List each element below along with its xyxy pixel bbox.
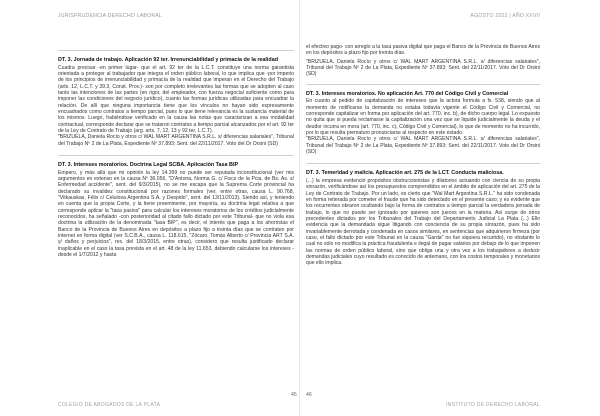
section-divider <box>306 163 540 164</box>
entry-title: DT. 3. Temeridad y malicia. Aplicación art. 275 de la LCT. Conducta maliciosa. <box>306 170 504 177</box>
left-page-content <box>58 44 294 266</box>
continuation-text: el efectivo pago- con arreglo a la tasa pasiva digital que paga el Banco de la Provincia de Buenos Aires en los depósitos a plazo fijo por treinta días. <box>306 44 540 57</box>
section-divider <box>58 155 294 156</box>
continuation-citation: "BRIZUELA, Daniela Rocío y otros c/ WAL MART ARGENTINA S.R.L. s/ diferencias salariales", Tribunal del Trabajo Nº 2 de La Plata, Expediente Nº 37.893; Sent. del 22/11/2017. Voto del Dr Orsini (SD) <box>306 58 540 78</box>
left-footer: COLEGIO DE ABOGADOS DE LA PLATA <box>58 402 161 408</box>
jurisprudence-entry <box>58 162 294 258</box>
right-footer: INSTITUTO DE DERECHO LABORAL <box>446 402 540 408</box>
entry-body: Empero, y más allá que mi opinión la ley 14.399 no puede ser reputada inconstitucional (ver mis argumentos en extenso en la causa Nº 36.056, "D'Antona, Norma G. c/ Fisco de la Pcia. de Bs. As. s/ Enfermedad accidente", sent. del 9/3/2015), no se me escapa que la Suprema Corte provincial ha declarado su invalidez constitucional por razones formales (ver, entre otras, causa L. 90.768, "Vitkauskas, Félix c/ Celulosa Argentina S.A. y Despido", sent. del 13/11/2013). Siendo así, y teniendo en cuenta que la propia Corte, y la tiene preeminente, por mayoría, su doctrina legal relativa a que corresponde aplicar la "tasa pasiva" para calcular los intereses moratorios de los créditos judicialmente reconocidos, ha señalado -con posterioridad al citado fallo dictado por este Tribunal- que no viola esa doctrina la utilización de la denominada "tasa BIP", es decir, el interés que paga a los ahorristas el Banco de la Provincia de Buenos Aires en depósitos a plazo fijo a treinta días que se contraten por internet en forma digital (ver S.C.B.A., causa L. 118.615, "Zócaro, Tomás Alberto c/ Provincia ART S.A. y/ daños y perjuicios", res. del 18/3/2015, entre otras), considero que resulta justificado declarar inaplicable en el caso la tasa prevista en el art. 48 de la ley 11.653, debiendo calcularse los intereses -desde el 1/7/2012 y hasta <box>58 169 294 259</box>
right-running-head: AGOSTO 2022 | AÑO XXVII <box>470 13 540 19</box>
section-divider <box>58 50 294 51</box>
jurisprudence-entry <box>306 91 540 156</box>
section-divider <box>306 84 540 85</box>
jurisprudence-entry <box>58 57 294 147</box>
jurisprudence-entry <box>306 170 540 266</box>
entry-body: Cuadra precisar -en primer lugar- que el art. 92 ter de la L.C.T. constituye una norma garantista orientada a proteger al trabajador que integra el orden público laboral, lo que implica que -por imperio de los principios de irrenunciabilidad y primacía de la realidad que imperan en el Derecho del Trabajo (arts. 12, L.C.T. y 39.3, Const. Prov.)- son por completo irrelevantes las formas que se adopten al caso tanto las intenciones de las partes (en rigor, del empleador, con fuerza negocial suficiente como para imponer las condiciones del negocio jurídico), cuanto las formas jurídicas utilizadas para encuadrar la relación. De allí que ninguna importancia tiene que los vínculos no hayan sido expresamente encuadrados como contratos a tiempo parcial, pues lo que tiene relevancia es la sustancia material de los mismos. Luego, habiéndose verificado en la causa las notas que caracterizan a esa modalidad contractual, corresponde declarar que se trataron contratos a tiempo parcial alcanzados por el art. 92 ter de la Ley de Contrato de Trabajo (arg. arts. 7, 12, 13 y 92 ter, L.C.T). <box>58 64 294 135</box>
entry-citation: "BRIZUELA, Daniela Rocío y otros c/ WAL MART ARGENTINA S.R.L. s/ diferencias salariales", Tribunal del Trabajo Nº 2 de La Plata, Expediente Nº 37.893; Sent. del 22/11/2017. Voto del Dr Orsini (SD) <box>58 134 294 147</box>
entry-title: DT. 3. Intereses moratorios. Doctrina Legal SCBA. Aplicación Tasa BIP <box>58 162 239 169</box>
entry-body: (...) la empresa evidenció propósitos obstruccionistas y dilatorios actuando con ciencia de su propia sinrazón, verificándose así los presupuestos comprendidos en el ámbito de aplicación del art. 275 de la Ley de Contrato de Trabajo. Por un lado, es cierto que "Wal Mart Argentina S.R.L." ha sido condenada en forma reiterada por cometer el fraude que ha sido detectado en el presente caso; y es evidente que los recurrentes obraron ocultando bajo la forma de contratos a tiempo parcial la verdadera jornada de trabajo, lo que no puede ser ignorado por quienes son jueces en la materia. Así surge de otros precedentes dictados por los Tribunales del Trabajo del Departamento Judicial La Plata (...) Ello evidencia que la demandada sigue litigando con conciencia de su propia sinrazón, pues ha sido invariablemente derrotada y condenada en casos similares, en sentencias que adquirieron firmeza (por caso, el fallo dictado por este Tribunal en la causa "Garda" no fue siquiera recurrido), no obstante lo cual no sólo no modifica la práctica fraudulenta e ilegal de pagar salarios por debajo de lo que imponen las normas de orden público laboral, sino que obliga una y otra vez a los trabajadores a deducir demandas judiciales cuyo resultado es conocido de antemano, con los costos temporales y monetarios que ello implica. <box>306 178 540 267</box>
page-number: 46 <box>306 392 312 398</box>
right-page-content <box>306 44 540 275</box>
entry-title: DT. 3. Jornada de trabajo. Aplicación 92 ter. Irrenunciabilidad y primacía de la realidad <box>58 57 278 63</box>
left-running-head: JURISPRUDENCIA DERECHO LABORAL <box>58 13 163 19</box>
right-page <box>300 0 600 416</box>
entry-title: DT. 3. Intereses moratorios. No aplicación Art. 770 del Código Civil y Comercial <box>306 90 509 97</box>
entry-citation: "BRIZUELA, Daniela Rocío y otros c/ WAL MART ARGENTINA S.R.L. s/ diferencias salariales", Tribunal del Trabajo Nº 2 de La Plata, Expediente Nº 37.893; Sent. del 22/11/2017. Voto del Dr Orsini (SD) <box>306 136 540 156</box>
entry-body: En cuanto al pedido de capitalización de intereses que la actora formula a fs. 538, siendo que al momento de notificarse la demanda no estaba todavía vigente el Código Civil y Comercial, no corresponde capitalizar en forma por aplicación del art. 770, inc. b), de dicho cuerpo legal. Lo expuesto no quita que si pueda reclamarse la capitalización una vez que se liquide judicialmente la deuda y el deudor incurra en mora (art. 770, inc. c), Código Civil y Comercial), lo que de momento no ha incurrido, por lo que resulta prematuro pronunciarse al respecto en este estado. <box>306 98 540 137</box>
page-number: 45 <box>291 392 297 398</box>
